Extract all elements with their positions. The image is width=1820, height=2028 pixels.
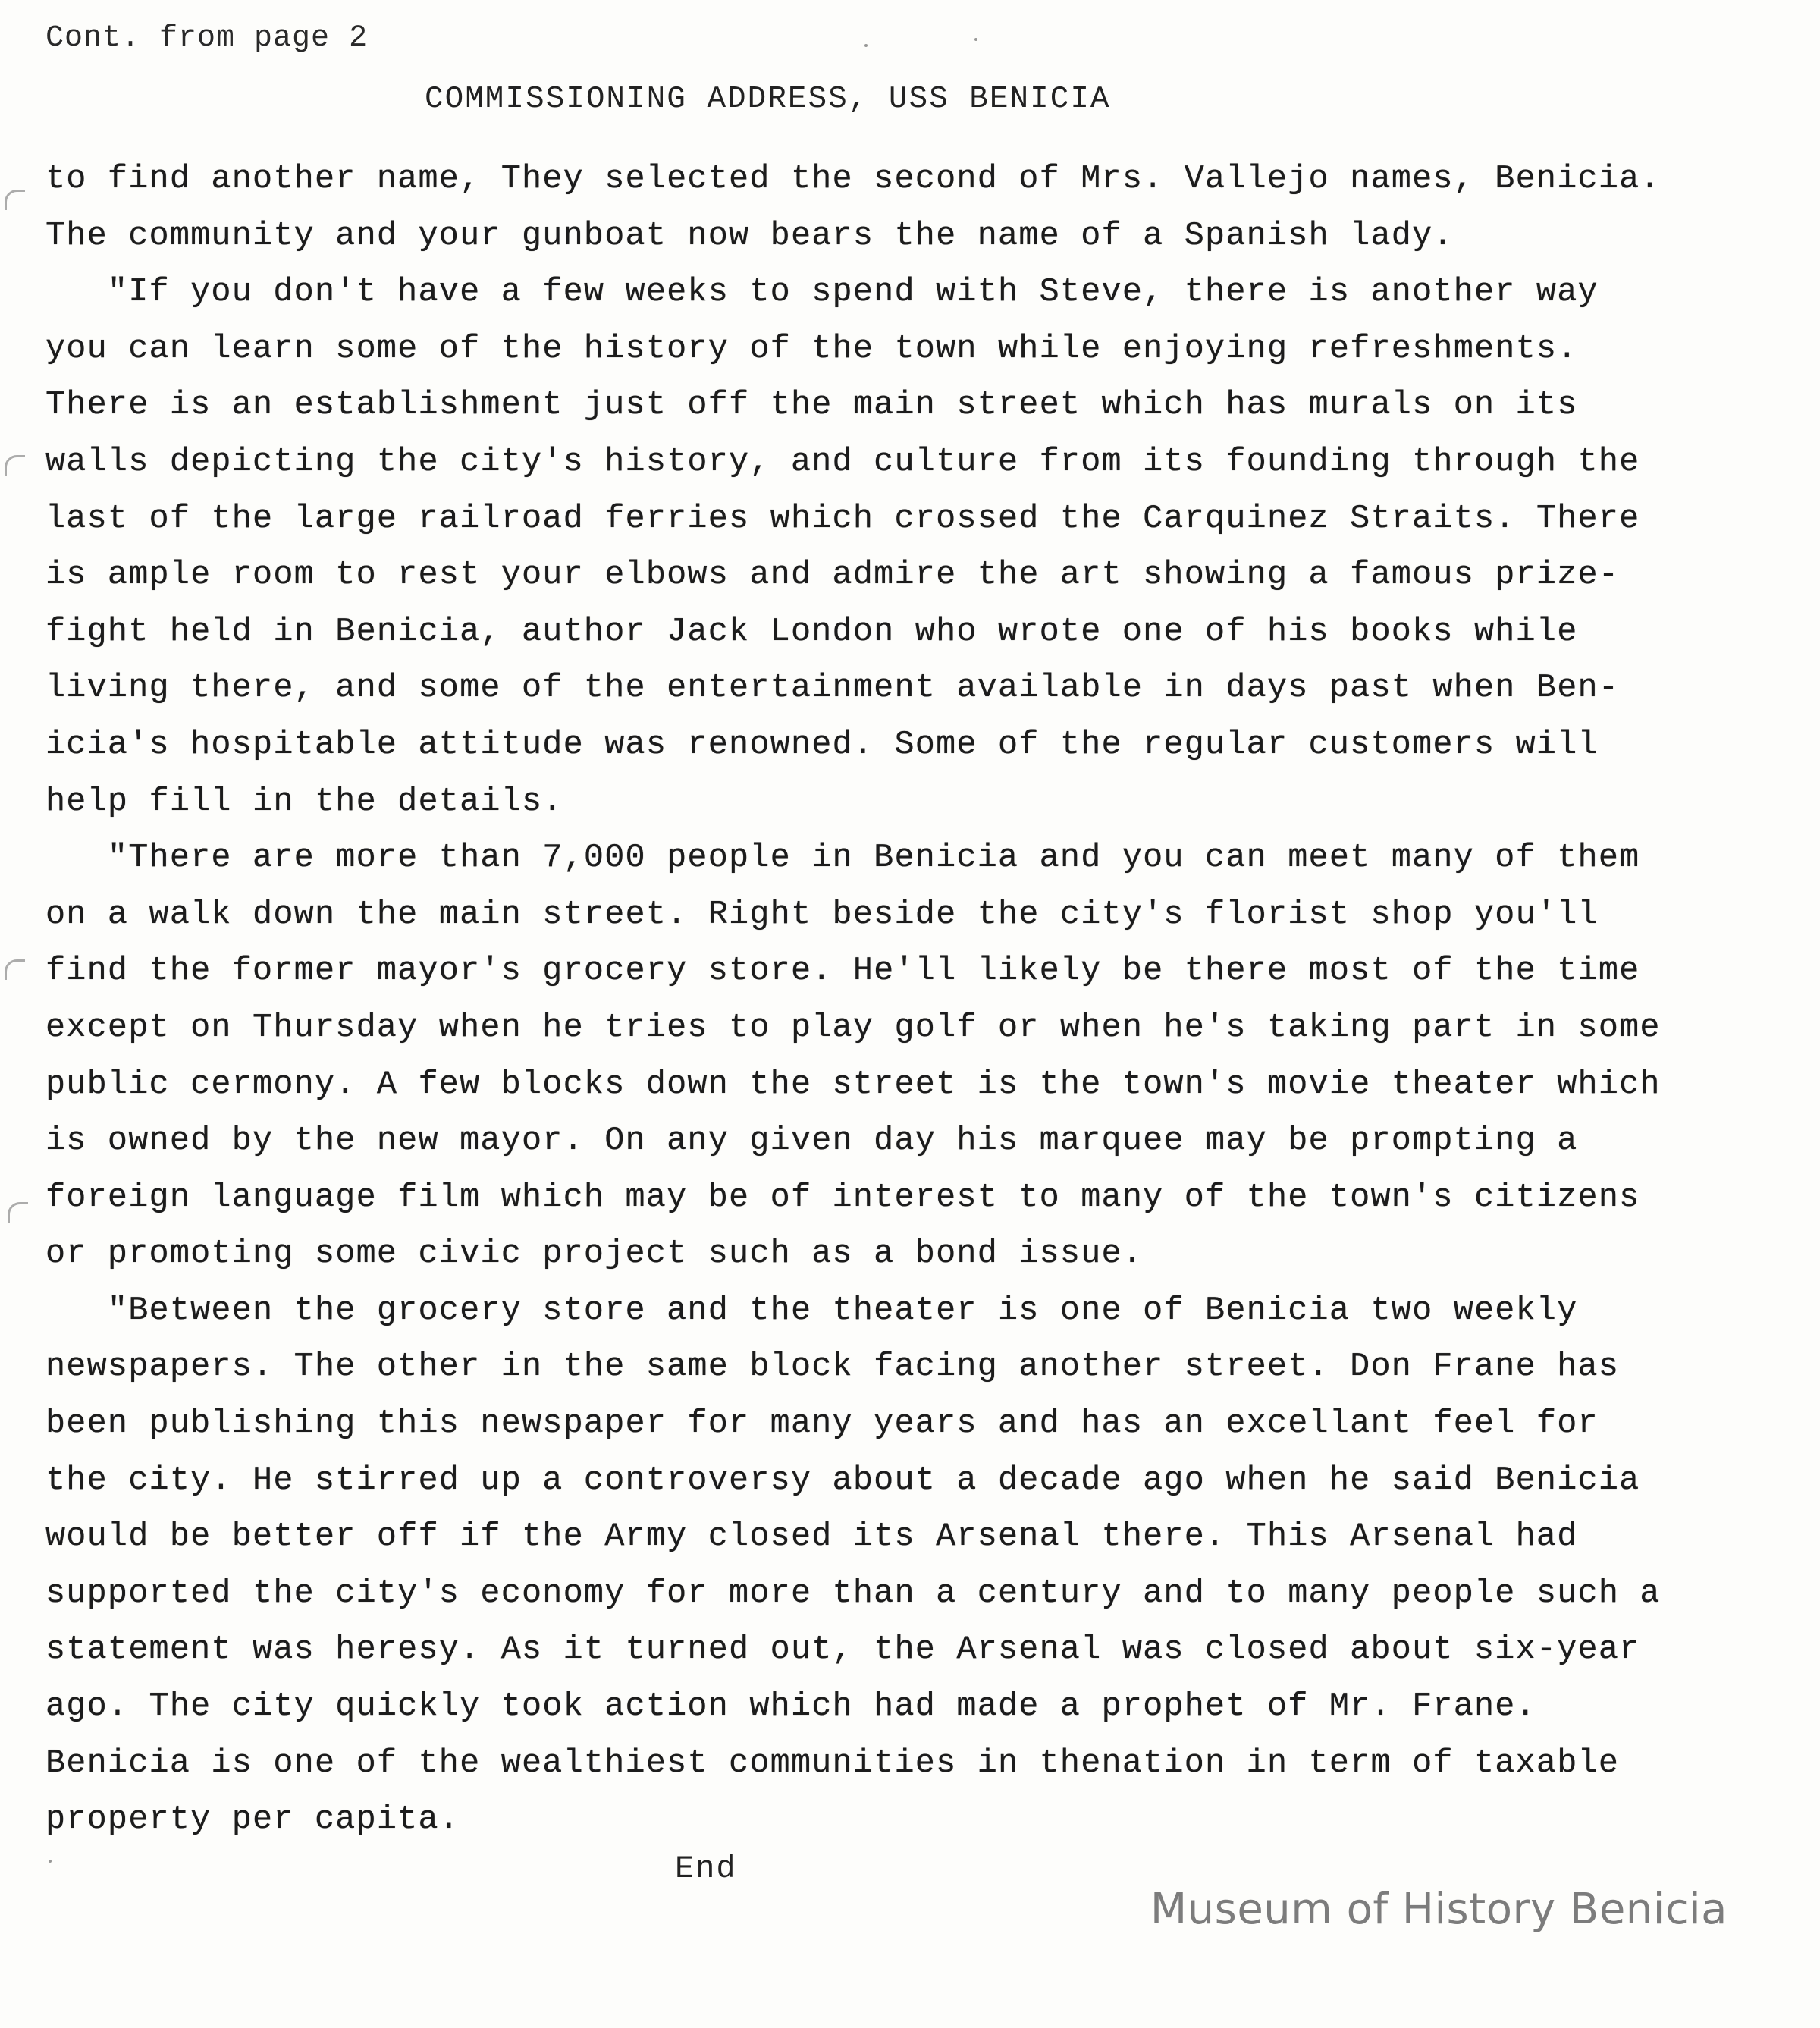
text-line: find the former mayor's grocery store. He'll likely be there most of the time xyxy=(46,953,1640,990)
paper-speck xyxy=(49,1860,52,1863)
text-line: public cermony. A few blocks down the street is the town's movie theater which xyxy=(46,1066,1661,1103)
text-line: "Between the grocery store and the theater is one of Benicia two weekly xyxy=(46,1292,1578,1330)
text-line: the city. He stirred up a controversy about a decade ago when he said Benicia xyxy=(46,1461,1640,1499)
continuation-note: Cont. from page 2 xyxy=(46,21,369,55)
text-line: been publishing this newspaper for many years and has an excellant feel for xyxy=(46,1405,1599,1443)
text-line: ago. The city quickly took action which had made a prophet of Mr. Frane. xyxy=(46,1688,1536,1726)
text-line: you can learn some of the history of the town while enjoying refreshments. xyxy=(46,330,1578,368)
text-line: "There are more than 7,000 people in Benicia and you can meet many of them xyxy=(46,840,1640,877)
paper-speck xyxy=(974,38,977,41)
text-line: supported the city's economy for more than a century and to many people such a xyxy=(46,1574,1661,1612)
text-line: is ample room to rest your elbows and admire the art showing a famous prize- xyxy=(46,557,1620,595)
margin-mark xyxy=(5,190,25,210)
museum-watermark: Museum of History Benicia xyxy=(1150,1885,1727,1934)
text-line: property per capita. xyxy=(46,1801,460,1839)
text-line: newspapers. The other in the same block facing another street. Don Frane has xyxy=(46,1348,1620,1386)
text-line: foreign language film which may be of interest to many of the town's citizens xyxy=(46,1179,1640,1216)
text-line: fight held in Benicia, author Jack London who wrote one of his books while xyxy=(46,613,1578,651)
text-line: living there, and some of the entertainment available in days past when Ben- xyxy=(46,670,1620,708)
body-text xyxy=(46,152,1812,1849)
margin-mark xyxy=(5,959,25,980)
text-line: last of the large railroad ferries which crossed the Carquinez Straits. There xyxy=(46,500,1640,538)
text-line: help fill in the details. xyxy=(46,783,563,821)
document-title: COMMISSIONING ADDRESS, USS BENICIA xyxy=(425,82,1111,117)
text-line: walls depicting the city's history, and culture from its founding through the xyxy=(46,443,1640,481)
text-line: icia's hospitable attitude was renowned. Some of the regular customers will xyxy=(46,726,1599,764)
text-line: "If you don't have a few weeks to spend with Steve, there is another way xyxy=(46,274,1599,312)
margin-mark xyxy=(8,1202,28,1223)
text-line: on a walk down the main street. Right beside the city's florist shop you'll xyxy=(46,896,1599,934)
text-line: to find another name, They selected the second of Mrs. Vallejo names, Benicia. xyxy=(46,161,1661,198)
end-mark: End xyxy=(675,1851,737,1887)
text-line: except on Thursday when he tries to play golf or when he's taking part in some xyxy=(46,1009,1661,1047)
text-line: The community and your gunboat now bears the name of a Spanish lady. xyxy=(46,217,1454,255)
text-line: or promoting some civic project such as a bond issue. xyxy=(46,1235,1144,1273)
text-line: would be better off if the Army closed its Arsenal there. This Arsenal had xyxy=(46,1518,1578,1556)
text-line: Benicia is one of the wealthiest communities in thenation in term of taxable xyxy=(46,1744,1620,1782)
text-line: statement was heresy. As it turned out, the Arsenal was closed about six-year xyxy=(46,1631,1640,1669)
text-line: There is an establishment just off the main street which has murals on its xyxy=(46,387,1578,425)
paper-speck xyxy=(864,44,868,47)
margin-mark xyxy=(5,455,25,476)
text-line: is owned by the new mayor. On any given day his marquee may be prompting a xyxy=(46,1122,1578,1160)
